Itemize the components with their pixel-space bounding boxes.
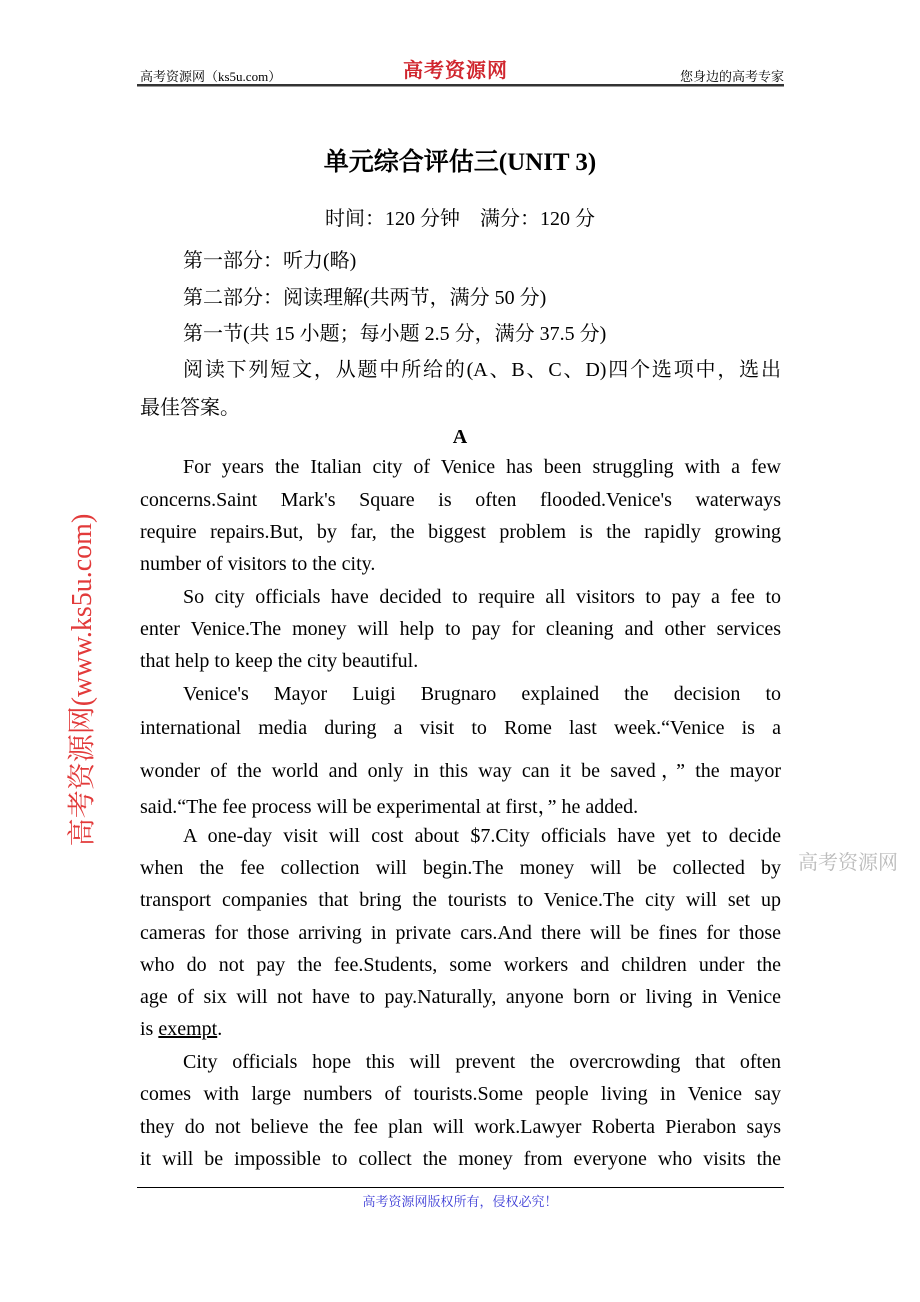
site-logo: 高考资源网 xyxy=(403,60,508,82)
passage-line: A one-day visit will cost about $7.City officials have yet to decide xyxy=(183,825,781,847)
passage-line: So city officials have decided to require all visitors to pay a fee to xyxy=(183,586,781,608)
passage-line: number of visitors to the city. xyxy=(140,553,376,575)
passage-line: international media during a visit to Rome last week.“Venice is a xyxy=(140,717,781,739)
passage-line: they do not believe the fee plan will work.Lawyer Roberta Pierabon says xyxy=(140,1116,781,1138)
watermark: 高考资源网(www.ks5u.com) xyxy=(67,513,98,847)
passage-line: who do not pay the fee.Students, some workers and children under the xyxy=(140,954,781,976)
passage-line: City officials hope this will prevent the overcrowding that often xyxy=(183,1051,781,1073)
part-one-heading: 第一部分：听力(略) xyxy=(183,250,357,272)
passage-line: when the fee collection will begin.The money will be collected by xyxy=(140,857,781,879)
passage-line: require repairs.But, by far, the biggest problem is the rapidly growing xyxy=(140,521,781,543)
document-title: 单元综合评估三(UNIT 3) xyxy=(323,149,597,176)
part-two-heading: 第二部分：阅读理解(共两节，满分 50 分) xyxy=(183,287,547,309)
instruction-line: 阅读下列短文，从题中所给的(A、B、C、D)四个选项中，选出 xyxy=(183,359,781,381)
passage-line: comes with large numbers of tourists.Some people living in Venice say xyxy=(140,1083,781,1105)
line-text: is xyxy=(140,1018,159,1040)
passage-label: A xyxy=(452,426,468,448)
header-divider xyxy=(137,84,784,87)
passage-line: that help to keep the city beautiful. xyxy=(140,650,419,672)
faint-watermark: 高考资源网 xyxy=(798,852,898,874)
passage-line: cameras for those arriving in private cars.And there will be fines for those xyxy=(140,922,781,944)
passage-line: For years the Italian city of Venice has been struggling with a few xyxy=(183,456,781,478)
passage-line: said.“The fee process will be experimental at first，” he added. xyxy=(140,796,639,818)
passage-line: age of six will not have to pay.Naturally, anyone born or living in Venice xyxy=(140,986,781,1008)
footer-copyright: 高考资源网版权所有，侵权必究！ xyxy=(362,1194,558,1209)
passage-line: transport companies that bring the tourists to Venice.The city will set up xyxy=(140,889,781,911)
passage-line: enter Venice.The money will help to pay for cleaning and other services xyxy=(140,618,781,640)
underlined-word: exempt xyxy=(158,1018,218,1040)
header-slogan: 您身边的高考专家 xyxy=(679,69,784,84)
instruction-line: 最佳答案。 xyxy=(140,397,240,419)
passage-line: concerns.Saint Mark's Square is often flooded.Venice's waterways xyxy=(140,489,781,511)
line-text: . xyxy=(217,1018,223,1040)
passage-line: Venice's Mayor Luigi Brugnaro explained the decision to xyxy=(183,683,781,705)
footer-divider xyxy=(137,1187,784,1188)
header-site-name: 高考资源网（ks5u.com） xyxy=(140,69,282,84)
passage-line: it will be impossible to collect the money from everyone who visits the xyxy=(140,1148,781,1170)
section-one-heading: 第一节(共 15 小题；每小题 2.5 分，满分 37.5 分) xyxy=(183,323,607,345)
passage-line: wonder of the world and only in this way can it be saved，” the mayor xyxy=(140,760,781,782)
exam-meta: 时间：120 分钟 满分：120 分 xyxy=(325,208,595,230)
passage-line xyxy=(140,1018,781,1041)
